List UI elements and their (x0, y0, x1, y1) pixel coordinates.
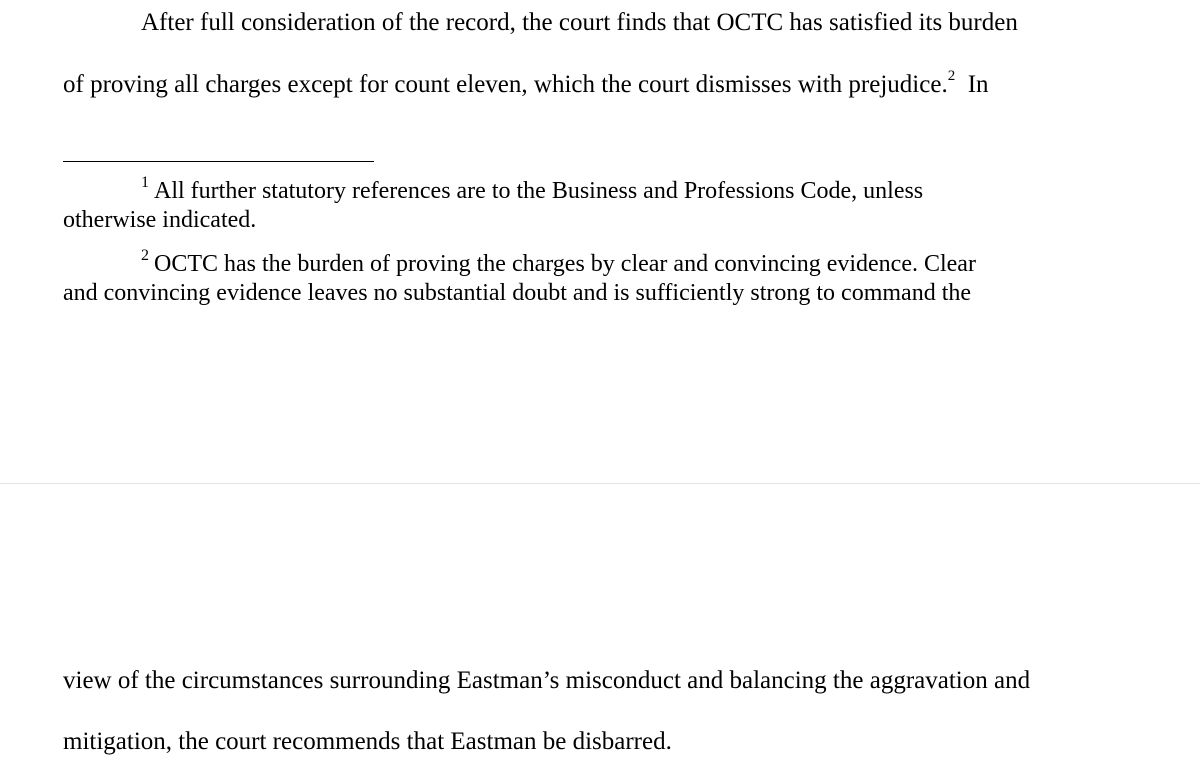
body-paragraph-line-4 (63, 727, 672, 757)
footnote-2-text: OCTC has the burden of proving the charges by clear and convincing evidence. Clear (154, 251, 976, 277)
body-paragraph-line-3 (63, 666, 1030, 696)
footnote-1-line-1 (141, 174, 924, 205)
body-text: mitigation, the court recommends that Eastman be disbarred. (63, 728, 672, 755)
footnote-1-text: otherwise indicated. (63, 207, 257, 233)
footnote-separator (63, 161, 374, 162)
footnote-1-text: All further statutory references are to the Business and Professions Code, unless (154, 178, 924, 204)
footnote-1-line-2 (63, 206, 256, 234)
body-text: of proving all charges except for count eleven, which the court dismisses with prejudice. (63, 71, 948, 98)
body-paragraph-line-2 (63, 67, 989, 100)
footnote-reference[interactable]: 2 (947, 67, 956, 84)
body-text: After full consideration of the record, the court finds that OCTC has satisfied its burden (141, 9, 1018, 36)
footnote-2-text: and convincing evidence leaves no substantial doubt and is sufficiently strong to command the (63, 280, 972, 306)
footnote-1-number: 1 (141, 174, 149, 191)
body-text: view of the circumstances surrounding Eastman’s misconduct and balancing the aggravation and (63, 667, 1031, 694)
footnote-2-line-1 (141, 247, 976, 278)
footnote-2-line-2 (63, 279, 971, 307)
body-paragraph-line-1 (141, 8, 1018, 38)
document-page-bottom (0, 484, 1200, 777)
footnote-2-number: 2 (141, 247, 149, 264)
body-text-continuation: In (967, 71, 989, 98)
